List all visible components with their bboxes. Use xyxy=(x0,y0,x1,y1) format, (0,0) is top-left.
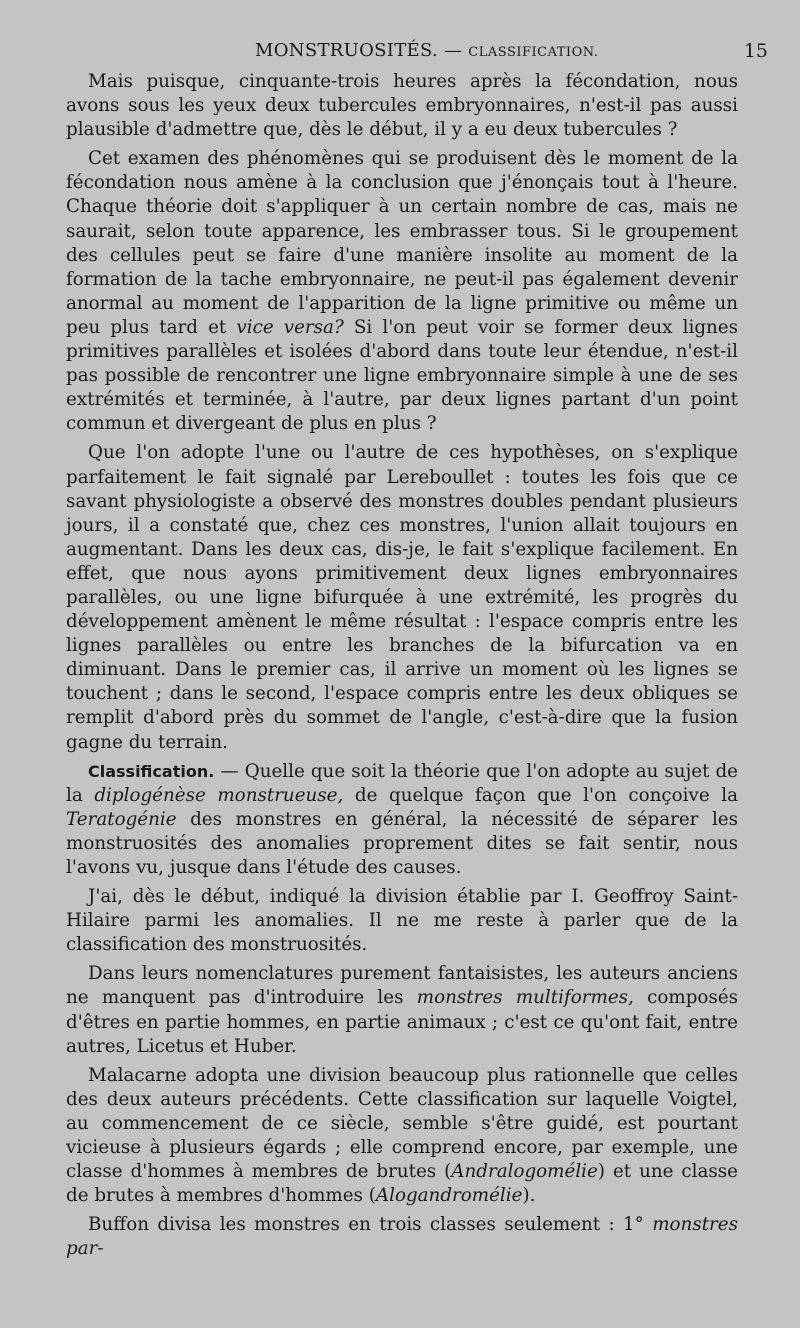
paragraph-8 xyxy=(66,1213,738,1261)
paragraph-classification xyxy=(66,760,738,880)
paragraph-6 xyxy=(66,962,738,1058)
paragraph-7-emphasis-2: Alogandromélie xyxy=(375,1185,523,1207)
paragraph-7 xyxy=(66,1064,738,1209)
paragraph-7-text-c: ). xyxy=(522,1185,536,1207)
paragraph-8-text-a: Buffon divisa les monstres en trois classes seulement : 1° xyxy=(88,1214,653,1236)
section-heading-classification: Classification. xyxy=(88,761,215,781)
paragraph-2 xyxy=(66,147,738,436)
paragraph-4-text-c: des monstres en général, la nécessité de séparer les monstruosités des anomalies proprement dites se fait sentir, nous l'avons vu, jusque dans l'étude des causes. xyxy=(66,808,738,878)
paragraph-2-text-b: Si l'on peut voir se former deux lignes primitives parallèles et isolées d'abord dans toute leur étendue, n'est-il pas possible de rencontrer une ligne embryonnaire simple à une de ses extrémités et terminée, à l'autre, par deux lignes partant d'un point commun et divergeant de plus en plus ? xyxy=(66,316,738,435)
paragraph-6-text-b: composés d'êtres en partie hommes, en partie animaux ; c'est ce qu'ont fait, entre autres, Licetus et Huber. xyxy=(66,987,738,1057)
paragraph-3: Que l'on adopte l'une ou l'autre de ces hypothèses, on s'explique parfaitement le fait signalé par Lereboullet : toutes les fois que ce savant physiologiste a observé des monstres doubles pendant plusieurs jours, il a constaté que, chez ces monstres, l'union allait toujours en augmentant. Dans les deux cas, dis-je, le fait s'explique facilement. En effet, que nous ayons primitivement deux lignes embryonnaires parallèles, ou une ligne bifurquée à une extrémité, les progrès du développement amènent le même résultat : l'espace compris entre les lignes parallèles ou entre les branches de la bifurcation va en diminuant. Dans le premier cas, il arrive un moment où les lignes se touchent ; dans le second, l'espace compris entre les deux obliques se remplit d'abord près du sommet de l'angle, c'est-à-dire que la fusion gagne du terrain. xyxy=(66,442,738,753)
page-number: 15 xyxy=(743,40,768,62)
paragraph-2-emphasis: vice versa? xyxy=(236,316,344,338)
running-title-main: MONSTRUOSITÉS. — xyxy=(255,40,469,61)
paragraph-7-text-a: Malacarne adopta une division beaucoup plus rationnelle que celles des deux auteurs précédents. Cette classification sur laquelle Voigtel, au commencement de ce siècle, semble s'être guidé, est pourtant vicieuse à plusieurs égards ; elle comprend encore, par exemple, une classe d'hommes à membres de brutes ( xyxy=(66,1064,738,1183)
paragraph-7-text-b: ) et une classe de brutes à membres d'hommes ( xyxy=(66,1161,738,1207)
paragraph-6-emphasis: monstres multiformes, xyxy=(416,987,634,1009)
paragraph-6-text-a: Dans leurs nomenclatures purement fantaisistes, les auteurs anciens ne manquent pas d'introduire les xyxy=(66,963,738,1009)
page-body xyxy=(66,70,738,1267)
paragraph-7-emphasis-1: Andralogomélie xyxy=(451,1161,598,1183)
page-header xyxy=(0,38,800,68)
running-title xyxy=(255,40,598,61)
paragraph-2-text-a: Cet examen des phénomènes qui se produisent dès le moment de la fécondation nous amène à la conclusion que j'énonçais tout à l'heure. Chaque théorie doit s'appliquer à un certain nombre de cas, mais ne saurait, selon toute apparence, les embrasser tous. Si le groupement des cellules peut se faire d'une manière insolite au moment de la formation de la tache embryonnaire, ne peut-il pas également devenir anormal au moment de l'apparition de la ligne primitive ou même un peu plus tard et xyxy=(66,148,738,338)
paragraph-5: J'ai, dès le début, indiqué la division établie par I. Geoffroy Saint-Hilaire parmi les anomalies. Il ne me reste à parler que de la classification des monstruosités. xyxy=(66,886,738,956)
paragraph-4-emphasis-2: Teratogénie xyxy=(66,808,177,830)
paragraph-4-text-a: — Quelle que soit la théorie que l'on adopte au sujet de la xyxy=(66,760,738,806)
paragraph-4-emphasis-1: diplogénèse monstrueuse, xyxy=(94,784,344,806)
paragraph-4-text-b: de quelque façon que l'on conçoive la xyxy=(343,784,738,806)
paragraph-1: Mais puisque, cinquante-trois heures après la fécondation, nous avons sous les yeux deux tubercules embryonnaires, n'est-il pas aussi plausible d'admettre que, dès le début, il y a eu deux tubercules ? xyxy=(66,71,738,141)
paragraph-8-emphasis: monstres par- xyxy=(66,1214,738,1260)
running-title-sub: CLASSIFICATION. xyxy=(468,45,599,60)
